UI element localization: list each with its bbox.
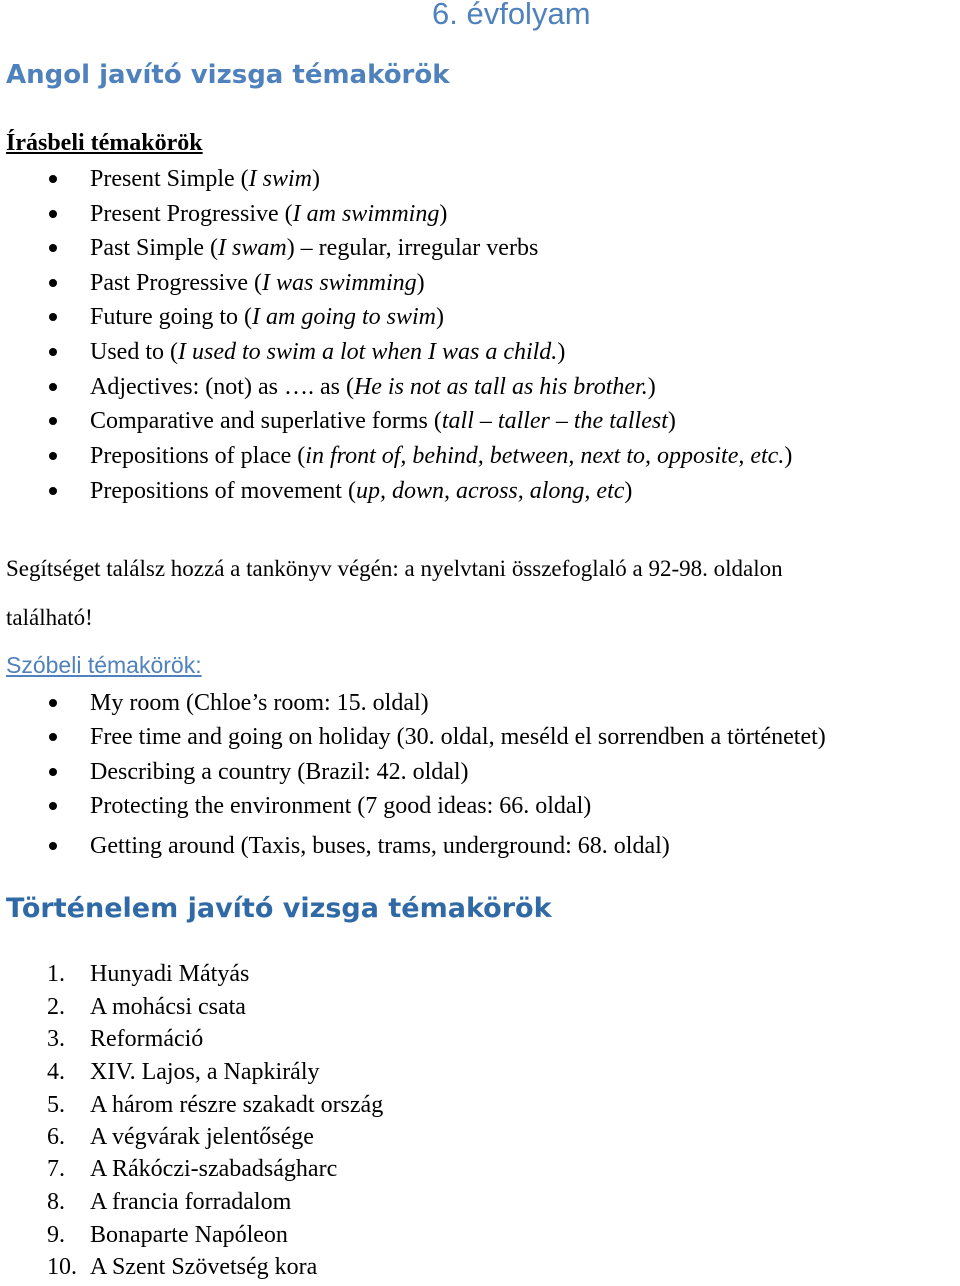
bullet-icon bbox=[49, 279, 57, 287]
written-topic-text bbox=[90, 233, 538, 263]
topic-text: Future going to ( bbox=[90, 304, 252, 330]
item-number: 3. bbox=[47, 1026, 65, 1052]
oral-topic-text: Protecting the environment (7 good ideas: 66. oldal) bbox=[90, 793, 592, 819]
item-number: 2. bbox=[47, 994, 65, 1020]
history-topic-text: A francia forradalom bbox=[90, 1189, 292, 1215]
topic-text: Adjectives: (not) as …. as ( bbox=[90, 374, 354, 400]
written-topics-heading: Írásbeli témakörök bbox=[6, 130, 203, 156]
history-topic-text: Reformáció bbox=[90, 1026, 204, 1052]
grade-label: 6. évfolyam bbox=[432, 0, 591, 31]
topic-text: Prepositions of place ( bbox=[90, 443, 306, 469]
topic-text: ) bbox=[647, 374, 656, 400]
oral-topic-text: My room (Chloe’s room: 15. oldal) bbox=[90, 690, 429, 716]
written-topic-text bbox=[90, 268, 425, 298]
topic-text: ) bbox=[439, 201, 448, 227]
item-number: 9. bbox=[47, 1222, 65, 1248]
bullet-icon bbox=[49, 210, 57, 218]
written-topic-text bbox=[90, 476, 632, 506]
topic-text: ) bbox=[312, 166, 320, 192]
item-number: 8. bbox=[47, 1189, 65, 1215]
bullet-icon bbox=[49, 768, 57, 776]
history-topic-text: XIV. Lajos, a Napkirály bbox=[90, 1059, 320, 1085]
history-topic-text: Hunyadi Mátyás bbox=[90, 961, 250, 987]
bullet-icon bbox=[49, 699, 57, 707]
topic-text: Prepositions of movement ( bbox=[90, 478, 356, 504]
history-topic-text: A Szent Szövetség kora bbox=[90, 1254, 318, 1280]
item-number: 4. bbox=[47, 1059, 65, 1085]
item-number: 7. bbox=[47, 1156, 65, 1182]
topic-text: Present Progressive ( bbox=[90, 201, 293, 227]
topic-text: ) bbox=[436, 304, 445, 330]
topic-text: Past Progressive ( bbox=[90, 270, 262, 296]
topic-text: ) bbox=[784, 443, 793, 469]
bullet-icon bbox=[49, 452, 57, 460]
english-exam-title: Angol javító vizsga témakörök bbox=[6, 60, 450, 90]
history-exam-title: Történelem javító vizsga témakörök bbox=[6, 893, 552, 924]
bullet-icon bbox=[49, 313, 57, 321]
oral-topics-heading: Szóbeli témakörök: bbox=[6, 652, 202, 678]
item-number: 1. bbox=[47, 961, 65, 987]
help-text-line-2: található! bbox=[6, 605, 93, 630]
topic-text: ) – regular, irregular verbs bbox=[286, 235, 539, 261]
example-text: I swim bbox=[248, 166, 312, 192]
written-topic-text bbox=[90, 199, 447, 229]
history-topic-text: A három részre szakadt ország bbox=[90, 1092, 384, 1118]
topic-text: Present Simple ( bbox=[90, 166, 249, 192]
example-text: I am going to swim bbox=[252, 304, 437, 330]
item-number: 6. bbox=[47, 1124, 65, 1150]
written-topic-text bbox=[90, 372, 656, 402]
help-text-line-1: Segítséget találsz hozzá a tankönyv végén: a nyelvtani összefoglaló a 92-98. oldalon bbox=[6, 556, 783, 581]
bullet-icon bbox=[49, 802, 57, 810]
example-text: up, down, across, along, etc bbox=[355, 478, 625, 504]
example-text: tall – taller – the tallest bbox=[441, 408, 668, 434]
topic-text: Comparative and superlative forms ( bbox=[90, 408, 442, 434]
item-number: 5. bbox=[47, 1092, 65, 1118]
oral-topic-text: Getting around (Taxis, buses, trams, underground: 68. oldal) bbox=[90, 833, 670, 859]
item-number: 10. bbox=[47, 1254, 77, 1280]
written-topic-text bbox=[90, 302, 444, 332]
example-text: in front of, behind, between, next to, opposite, etc. bbox=[305, 443, 785, 469]
bullet-icon bbox=[49, 244, 57, 252]
topic-text: ) bbox=[667, 408, 676, 434]
written-topic-text bbox=[90, 164, 320, 194]
history-topic-text: A végvárak jelentősége bbox=[90, 1124, 314, 1150]
example-text: He is not as tall as his brother. bbox=[353, 374, 648, 400]
topic-text: Past Simple ( bbox=[90, 235, 219, 261]
written-topic-text bbox=[90, 441, 792, 471]
bullet-icon bbox=[49, 733, 57, 741]
bullet-icon bbox=[49, 417, 57, 425]
topic-text: ) bbox=[624, 478, 633, 504]
bullet-icon bbox=[49, 383, 57, 391]
topic-text: ) bbox=[557, 339, 566, 365]
bullet-icon bbox=[49, 842, 57, 850]
oral-topic-text: Describing a country (Brazil: 42. oldal) bbox=[90, 759, 469, 785]
bullet-icon bbox=[49, 348, 57, 356]
history-topic-text: Bonaparte Napóleon bbox=[90, 1222, 288, 1248]
history-topic-text: A mohácsi csata bbox=[90, 994, 246, 1020]
example-text: I swam bbox=[218, 235, 287, 261]
bullet-icon bbox=[49, 175, 57, 183]
topic-text: ) bbox=[416, 270, 425, 296]
topic-text: Used to ( bbox=[90, 339, 178, 365]
history-topic-text: A Rákóczi-szabadságharc bbox=[90, 1156, 338, 1182]
example-text: I am swimming bbox=[292, 201, 440, 227]
written-topic-text bbox=[90, 406, 676, 436]
example-text: I was swimming bbox=[261, 270, 417, 296]
example-text: I used to swim a lot when I was a child. bbox=[177, 339, 558, 365]
oral-topic-text: Free time and going on holiday (30. oldal, meséld el sorrendben a történetet) bbox=[90, 724, 826, 750]
written-topic-text bbox=[90, 337, 565, 367]
bullet-icon bbox=[49, 487, 57, 495]
